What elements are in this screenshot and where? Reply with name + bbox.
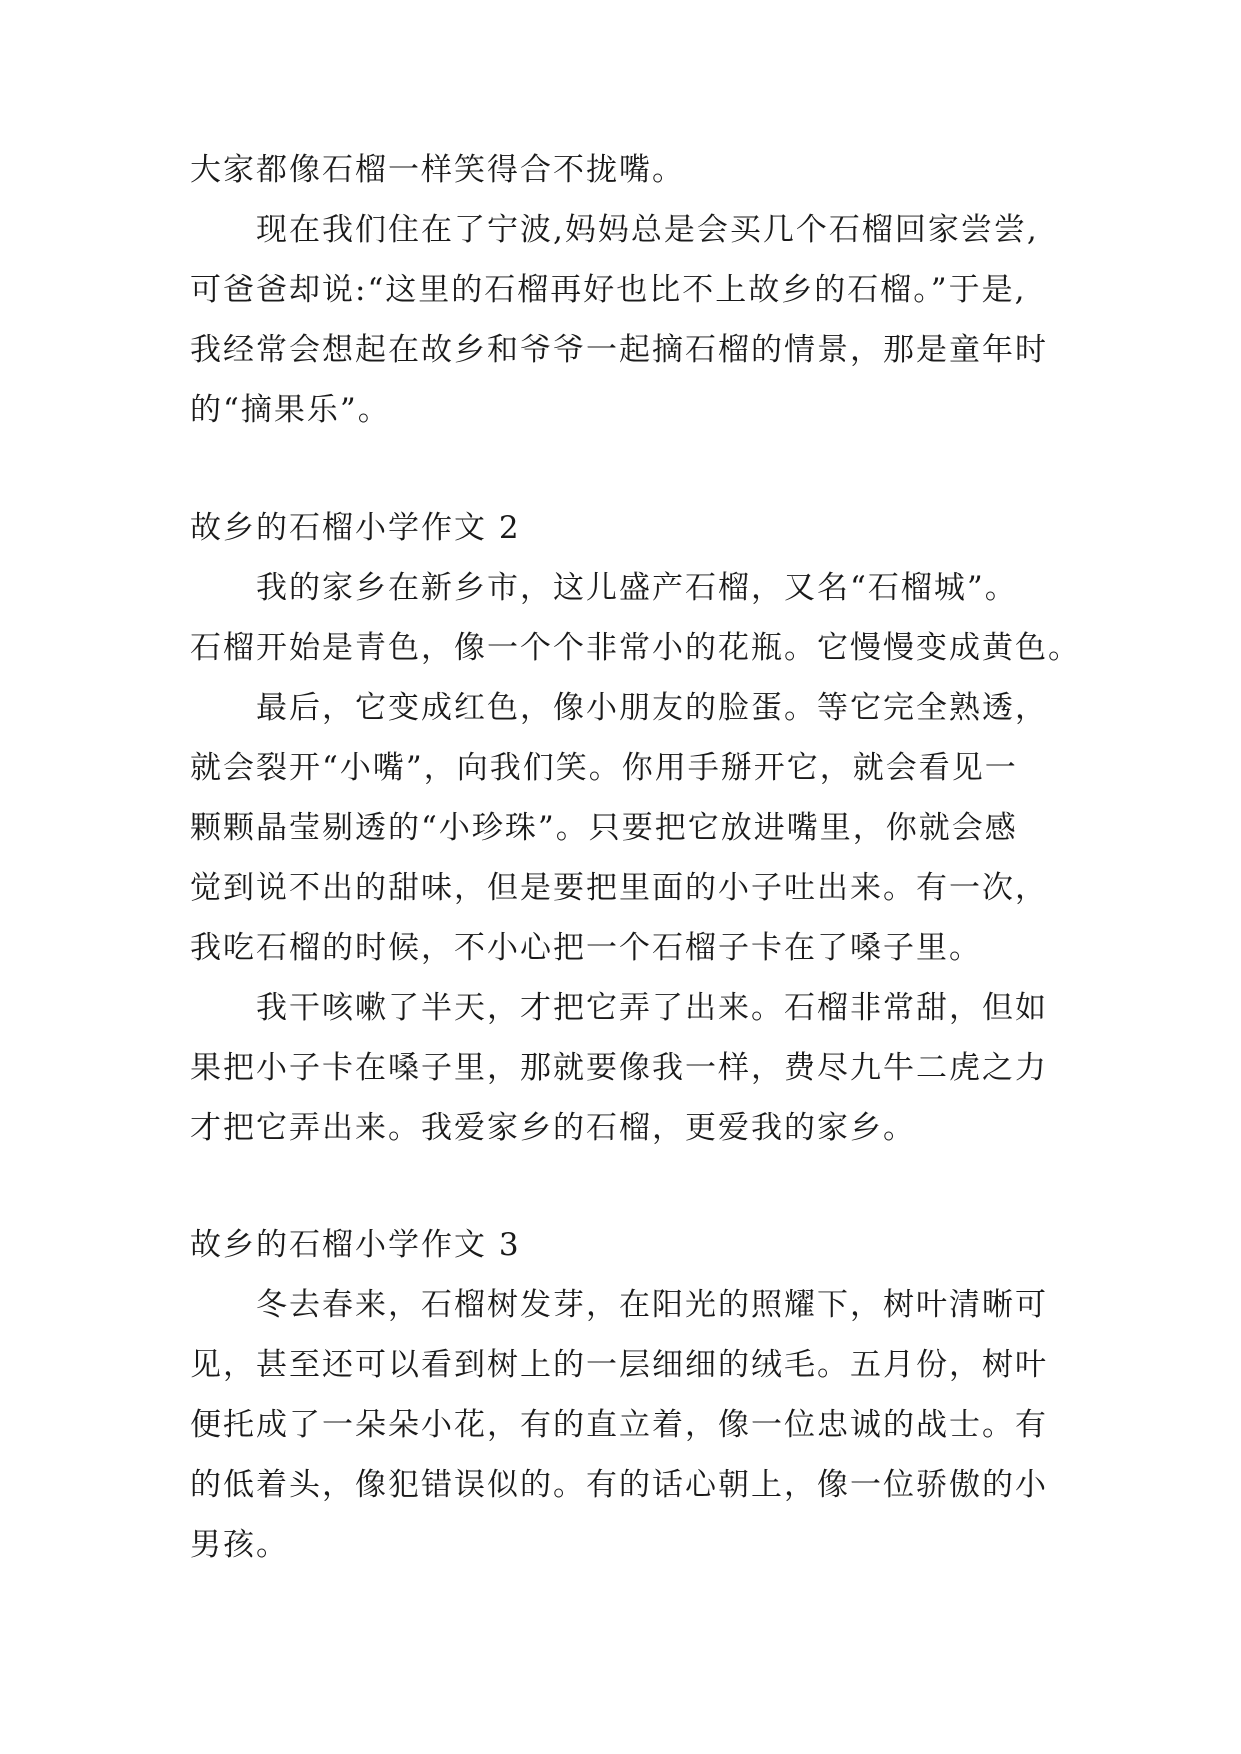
text-line: 觉到说不出的甜味，但是要把里面的小子吐出来。有一次， [190,870,1048,906]
text-line: 就会裂开“小嘴”，向我们笑。你用手掰开它，就会看见一 [190,750,1018,786]
text-line: 的低着头，像犯错误似的。有的话心朝上，像一位骄傲的小 [190,1467,1048,1503]
text-line: 的“摘果乐”。 [190,392,391,428]
text-line: 大家都像石榴一样笑得合不拢嘴。 [190,152,685,188]
text-line: 便托成了一朵朵小花，有的直立着，像一位忠诚的战士。有 [190,1407,1048,1443]
text-line: 可爸爸却说:“这里的石榴再好也比不上故乡的石榴。”于是, [190,272,1027,308]
text-line: 石榴开始是青色，像一个个非常小的花瓶。它慢慢变成黄色。 [190,630,1081,666]
text-line: 果把小子卡在嗓子里，那就要像我一样，费尽九牛二虎之力 [190,1050,1048,1086]
text-line: 现在我们住在了宁波,妈妈总是会买几个石榴回家尝尝, [256,212,1039,248]
text-line: 颗颗晶莹剔透的“小珍珠”。只要把它放进嘴里，你就会感 [190,810,1018,846]
text-line: 我经常会想起在故乡和爷爷一起摘石榴的情景，那是童年时 [190,332,1048,368]
text-line: 我干咳嗽了半天，才把它弄了出来。石榴非常甜，但如 [256,990,1048,1026]
text-line: 见，甚至还可以看到树上的一层细细的绒毛。五月份，树叶 [190,1347,1048,1383]
text-line: 才把它弄出来。我爱家乡的石榴，更爱我的家乡。 [190,1110,916,1146]
text-line: 男孩。 [190,1527,289,1563]
text-line: 最后，它变成红色，像小朋友的脸蛋。等它完全熟透， [256,690,1048,726]
text-line: 我吃石榴的时候，不小心把一个石榴子卡在了嗓子里。 [190,930,982,966]
text-line: 冬去春来，石榴树发芽，在阳光的照耀下，树叶清晰可 [256,1287,1048,1323]
text-line: 我的家乡在新乡市，这儿盛产石榴，又名“石榴城”。 [256,570,1018,606]
section-heading: 故乡的石榴小学作文 3 [190,1227,521,1263]
section-heading: 故乡的石榴小学作文 2 [190,510,521,546]
